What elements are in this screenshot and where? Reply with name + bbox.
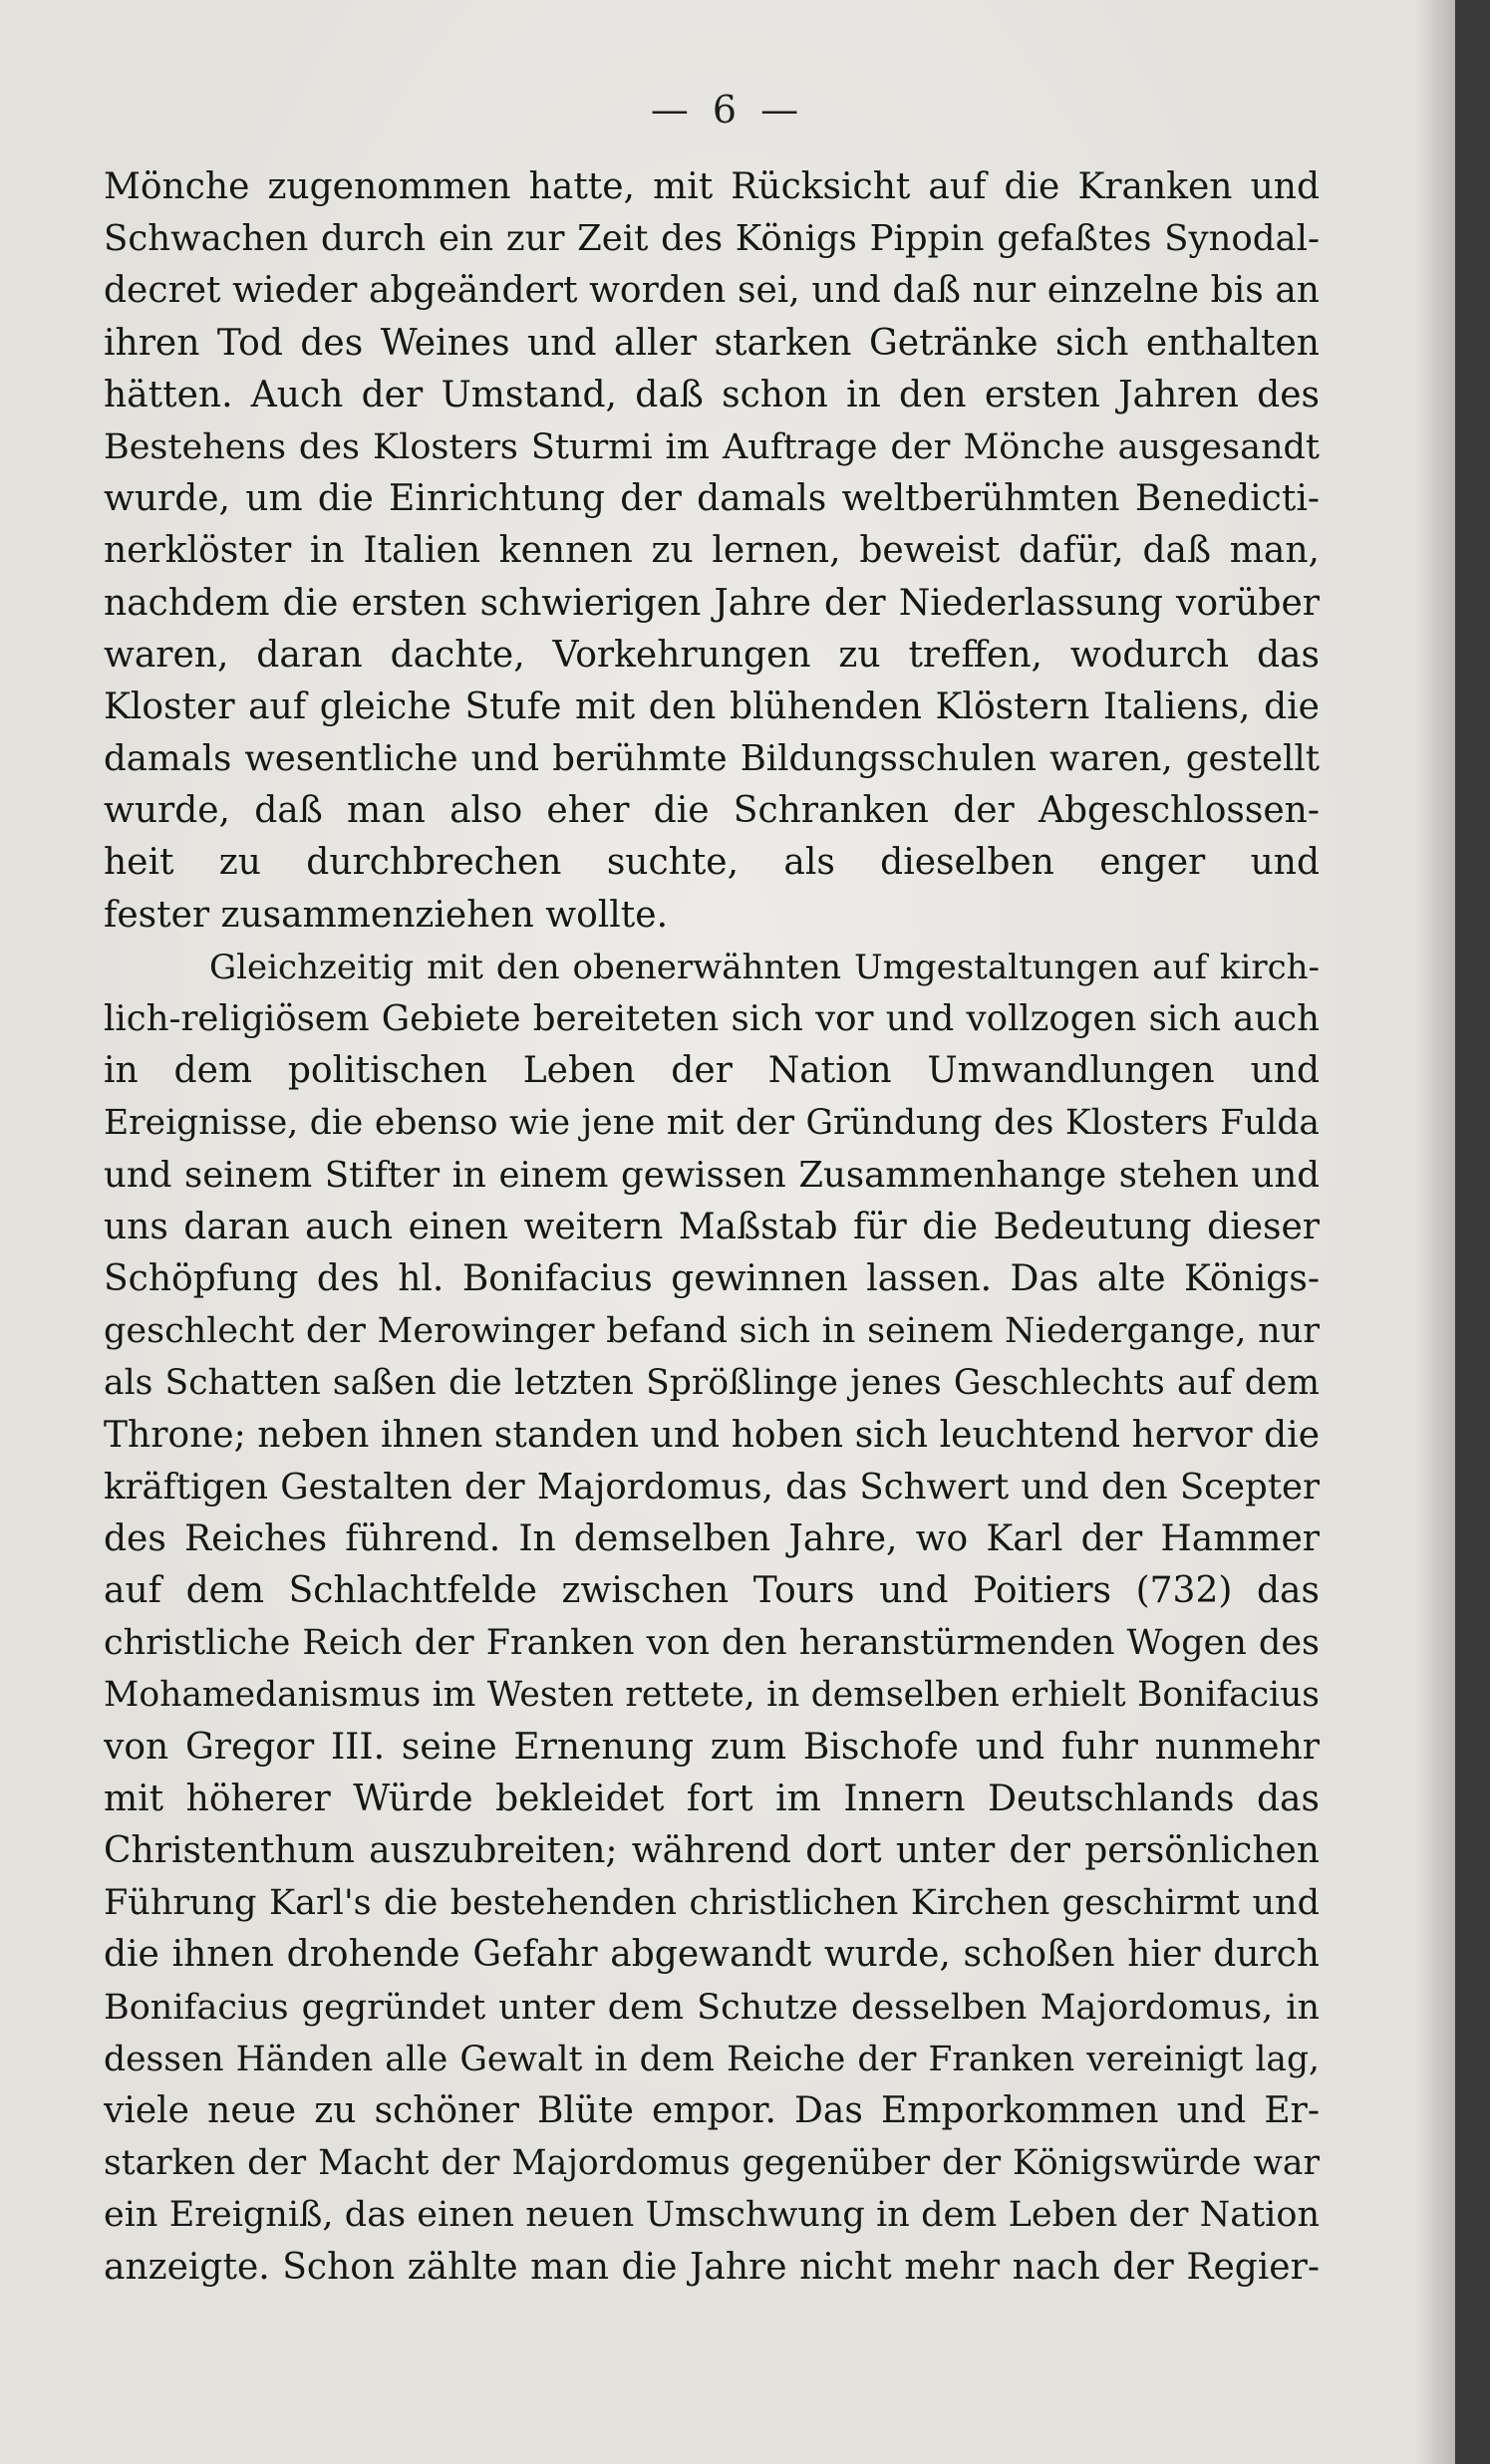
text-line: christliche Reich der Franken von den heranstürmenden Wogen des — [104, 1623, 1320, 1664]
text-line: und seinem Stifter in einem gewissen Zusammenhange stehen und — [104, 1154, 1320, 1196]
text-line: ihren Tod des Weines und aller starken Getränke sich enthalten — [104, 322, 1320, 364]
text-line: als Schatten saßen die letzten Sprößlinge jenes Geschlechts auf dem — [104, 1363, 1320, 1404]
text-line: Ereignisse, die ebenso wie jene mit der Gründung des Klosters Fulda — [104, 1103, 1320, 1144]
text-line: uns daran auch einen weitern Maßstab für die Bedeutung dieser — [104, 1206, 1320, 1247]
text-line: Schöpfung des hl. Bonifacius gewinnen lassen. Das alte Königs- — [104, 1257, 1320, 1299]
text-line: in dem politischen Leben der Nation Umwandlungen und — [104, 1050, 1320, 1092]
text-line: anzeigte. Schon zählte man die Jahre nicht mehr nach der Regier- — [104, 2246, 1320, 2288]
text-line: nachdem die ersten schwierigen Jahre der Niederlassung vorüber — [104, 582, 1320, 624]
text-line: dessen Händen alle Gewalt in dem Reiche der Franken vereinigt lag, — [104, 2039, 1320, 2079]
text-line: Mönche zugenommen hatte, mit Rücksicht auf die Kranken und — [104, 166, 1320, 207]
text-line: Führung Karl's die bestehenden christlichen Kirchen geschirmt und — [104, 1883, 1320, 1924]
page-gutter-shadow — [1415, 0, 1455, 2464]
text-line: damals wesentliche und berühmte Bildungsschulen waren, gestellt — [104, 738, 1320, 780]
text-line: Schwachen durch ein zur Zeit des Königs Pippin gefaßtes Synodal- — [104, 218, 1320, 260]
text-line: Bestehens des Klosters Sturmi im Auftrage der Mönche ausgesandt — [104, 426, 1320, 467]
text-line: Mohamedanismus im Westen rettete, in demselben erhielt Bonifacius — [104, 1675, 1320, 1716]
text-line: nerklöster in Italien kennen zu lernen, beweist dafür, daß man, — [104, 530, 1320, 572]
text-line: fester zusammenziehen wollte. — [104, 894, 669, 936]
text-line: des Reiches führend. In demselben Jahre, wo Karl der Hammer — [104, 1517, 1320, 1559]
text-line: Kloster auf gleiche Stufe mit den blühenden Klöstern Italiens, die — [104, 685, 1320, 727]
text-line: von Gregor III. seine Ernenung zum Bischofe und fuhr nunmehr — [104, 1726, 1320, 1768]
text-line: mit höherer Würde bekleidet fort im Innern Deutschlands das — [104, 1778, 1320, 1819]
body-text — [104, 161, 1320, 2294]
text-line: Throne; neben ihnen standen und hoben sich leuchtend hervor die — [104, 1414, 1320, 1456]
text-line: Bonifacius gegründet unter dem Schutze desselben Majordomus, in — [104, 1987, 1320, 2028]
text-line: viele neue zu schöner Blüte empor. Das Emporkommen und Er- — [104, 2089, 1320, 2131]
text-line: auf dem Schlachtfelde zwischen Tours und Poitiers (732) das — [104, 1570, 1320, 1612]
text-line: ein Ereigniß, das einen neuen Umschwung in dem Leben der Nation — [104, 2195, 1320, 2236]
text-line: wurde, daß man also eher die Schranken der Abgeschlossen- — [104, 790, 1320, 832]
text-line: die ihnen drohende Gefahr abgewandt wurde, schoßen hier durch — [104, 1934, 1320, 1976]
page-number: — 6 — — [650, 88, 805, 132]
text-line: Christenthum auszubreiten; während dort unter der persönlichen — [104, 1830, 1320, 1871]
text-line: starken der Macht der Majordomus gegenüber der Königswürde war — [104, 2143, 1320, 2184]
text-line: geschlecht der Merowinger befand sich in seinem Niedergange, nur — [104, 1311, 1320, 1352]
text-line: decret wieder abgeändert worden sei, und daß nur einzelne bis an — [104, 270, 1320, 312]
text-line: kräftigen Gestalten der Majordomus, das Schwert und den Scepter — [104, 1466, 1320, 1507]
text-line: lich-religiösem Gebiete bereiteten sich vor und vollzogen sich auch — [104, 998, 1320, 1039]
text-line: heit zu durchbrechen suchte, als dieselben enger und — [104, 842, 1320, 884]
text-line: waren, daran dachte, Vorkehrungen zu treffen, wodurch das — [104, 634, 1320, 676]
text-line: Gleichzeitig mit den obenerwähnten Umgestaltungen auf kirch- — [209, 947, 1320, 987]
text-line: wurde, um die Einrichtung der damals weltberühmten Benedicti- — [104, 478, 1320, 520]
text-line: hätten. Auch der Umstand, daß schon in den ersten Jahren des — [104, 374, 1320, 415]
